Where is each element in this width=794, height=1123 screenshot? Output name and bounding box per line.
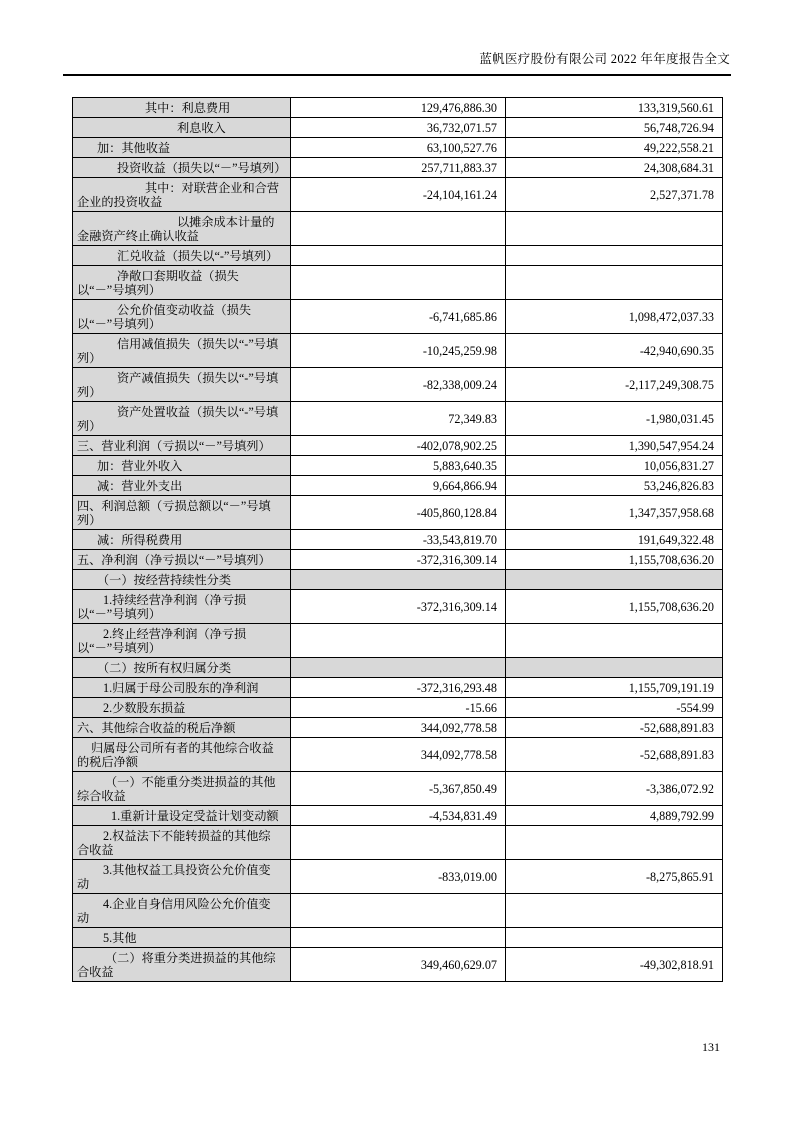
row-value-2: -2,117,249,308.75 xyxy=(506,368,723,402)
row-value-1: 257,711,883.37 xyxy=(291,158,506,178)
row-label: （一）不能重分类进损益的其他综合收益 xyxy=(73,772,291,806)
row-value-2: -8,275,865.91 xyxy=(506,860,723,894)
row-value-1: 63,100,527.76 xyxy=(291,138,506,158)
row-label: 汇兑收益（损失以“-”号填列） xyxy=(73,246,291,266)
table-row xyxy=(73,118,723,138)
table-row xyxy=(73,476,723,496)
row-value-1 xyxy=(291,624,506,658)
row-label: 三、营业利润（亏损以“－”号填列） xyxy=(73,436,291,456)
row-label: 信用减值损失（损失以“-”号填列） xyxy=(73,334,291,368)
row-value-1 xyxy=(291,212,506,246)
row-label: 其中：对联营企业和合营企业的投资收益 xyxy=(73,178,291,212)
row-value-2: 1,155,708,636.20 xyxy=(506,550,723,570)
table-row xyxy=(73,678,723,698)
row-label: 公允价值变动收益（损失以“－”号填列） xyxy=(73,300,291,334)
row-value-2 xyxy=(506,266,723,300)
row-value-1: -372,316,309.14 xyxy=(291,590,506,624)
row-label: 减：所得税费用 xyxy=(73,530,291,550)
row-value-1: 344,092,778.58 xyxy=(291,718,506,738)
table-row xyxy=(73,550,723,570)
row-label: （二）将重分类进损益的其他综合收益 xyxy=(73,948,291,982)
table-row xyxy=(73,772,723,806)
row-value-2: 24,308,684.31 xyxy=(506,158,723,178)
table-row xyxy=(73,860,723,894)
row-value-1 xyxy=(291,928,506,948)
row-label: 2.少数股东损益 xyxy=(73,698,291,718)
row-label: 加：其他收益 xyxy=(73,138,291,158)
income-statement-table xyxy=(72,97,723,982)
row-value-1: -372,316,309.14 xyxy=(291,550,506,570)
row-value-2: 53,246,826.83 xyxy=(506,476,723,496)
page-number: 131 xyxy=(702,1040,720,1054)
table-row xyxy=(73,718,723,738)
row-value-1 xyxy=(291,570,506,590)
row-value-1: -5,367,850.49 xyxy=(291,772,506,806)
table-row xyxy=(73,928,723,948)
row-value-2 xyxy=(506,658,723,678)
row-label: 资产减值损失（损失以“-”号填列） xyxy=(73,368,291,402)
row-value-1 xyxy=(291,266,506,300)
income-statement-table-body xyxy=(73,98,723,982)
row-value-1: 72,349.83 xyxy=(291,402,506,436)
table-row xyxy=(73,658,723,678)
row-value-1: 344,092,778.58 xyxy=(291,738,506,772)
row-value-2: -3,386,072.92 xyxy=(506,772,723,806)
row-label: 2.权益法下不能转损益的其他综合收益 xyxy=(73,826,291,860)
row-label: （二）按所有权归属分类 xyxy=(73,658,291,678)
table-row xyxy=(73,436,723,456)
table-row xyxy=(73,496,723,530)
row-value-1: -33,543,819.70 xyxy=(291,530,506,550)
table-row xyxy=(73,246,723,266)
row-value-1 xyxy=(291,658,506,678)
row-value-2: 1,155,709,191.19 xyxy=(506,678,723,698)
row-label: 归属母公司所有者的其他综合收益的税后净额 xyxy=(73,738,291,772)
table-row xyxy=(73,806,723,826)
row-value-2: -1,980,031.45 xyxy=(506,402,723,436)
row-value-2: -52,688,891.83 xyxy=(506,738,723,772)
row-value-2 xyxy=(506,826,723,860)
row-value-1 xyxy=(291,246,506,266)
table-row xyxy=(73,624,723,658)
row-value-1 xyxy=(291,826,506,860)
row-label: 2.终止经营净利润（净亏损以“－”号填列） xyxy=(73,624,291,658)
row-value-2: 2,527,371.78 xyxy=(506,178,723,212)
row-value-2: -42,940,690.35 xyxy=(506,334,723,368)
row-value-2 xyxy=(506,212,723,246)
row-value-2: 56,748,726.94 xyxy=(506,118,723,138)
row-label: 五、净利润（净亏损以“－”号填列） xyxy=(73,550,291,570)
row-value-1: 9,664,866.94 xyxy=(291,476,506,496)
row-value-1: -24,104,161.24 xyxy=(291,178,506,212)
row-label: 投资收益（损失以“－”号填列） xyxy=(73,158,291,178)
row-value-2: 1,390,547,954.24 xyxy=(506,436,723,456)
row-value-1: -4,534,831.49 xyxy=(291,806,506,826)
row-value-2: 1,098,472,037.33 xyxy=(506,300,723,334)
table-row xyxy=(73,894,723,928)
row-label: 1.归属于母公司股东的净利润 xyxy=(73,678,291,698)
row-value-1: 349,460,629.07 xyxy=(291,948,506,982)
row-label: 1.重新计量设定受益计划变动额 xyxy=(73,806,291,826)
row-value-1: 5,883,640.35 xyxy=(291,456,506,476)
row-value-1: -82,338,009.24 xyxy=(291,368,506,402)
row-value-2: -49,302,818.91 xyxy=(506,948,723,982)
table-row xyxy=(73,334,723,368)
table-row xyxy=(73,98,723,118)
row-value-1: -10,245,259.98 xyxy=(291,334,506,368)
table-row xyxy=(73,300,723,334)
row-value-1: -15.66 xyxy=(291,698,506,718)
table-row xyxy=(73,456,723,476)
row-value-1: -833,019.00 xyxy=(291,860,506,894)
row-value-2 xyxy=(506,624,723,658)
row-label: 四、利润总额（亏损总额以“－”号填列） xyxy=(73,496,291,530)
row-value-2: 191,649,322.48 xyxy=(506,530,723,550)
table-row xyxy=(73,402,723,436)
row-value-1: -6,741,685.86 xyxy=(291,300,506,334)
row-value-2 xyxy=(506,570,723,590)
row-value-2 xyxy=(506,894,723,928)
row-value-2 xyxy=(506,928,723,948)
row-label: 其中：利息费用 xyxy=(73,98,291,118)
row-value-1 xyxy=(291,894,506,928)
row-value-1: -372,316,293.48 xyxy=(291,678,506,698)
row-label: 减：营业外支出 xyxy=(73,476,291,496)
row-value-1: 129,476,886.30 xyxy=(291,98,506,118)
row-label: 以摊余成本计量的金融资产终止确认收益 xyxy=(73,212,291,246)
row-value-2: 133,319,560.61 xyxy=(506,98,723,118)
table-row xyxy=(73,590,723,624)
table-row xyxy=(73,158,723,178)
row-value-2 xyxy=(506,246,723,266)
row-value-2: 4,889,792.99 xyxy=(506,806,723,826)
row-value-2: -52,688,891.83 xyxy=(506,718,723,738)
header-divider xyxy=(63,74,731,76)
row-label: 1.持续经营净利润（净亏损以“－”号填列） xyxy=(73,590,291,624)
table-row xyxy=(73,738,723,772)
table-row xyxy=(73,570,723,590)
table-row xyxy=(73,368,723,402)
row-label: 3.其他权益工具投资公允价值变动 xyxy=(73,860,291,894)
table-row xyxy=(73,698,723,718)
row-label: 4.企业自身信用风险公允价值变动 xyxy=(73,894,291,928)
row-label: 5.其他 xyxy=(73,928,291,948)
row-value-2: 49,222,558.21 xyxy=(506,138,723,158)
row-value-1: 36,732,071.57 xyxy=(291,118,506,138)
row-label: 资产处置收益（损失以“-”号填列） xyxy=(73,402,291,436)
table-row xyxy=(73,530,723,550)
row-value-2: 1,347,357,958.68 xyxy=(506,496,723,530)
row-label: 净敞口套期收益（损失以“－”号填列） xyxy=(73,266,291,300)
row-label: （一）按经营持续性分类 xyxy=(73,570,291,590)
row-value-1: -405,860,128.84 xyxy=(291,496,506,530)
row-label: 加：营业外收入 xyxy=(73,456,291,476)
row-value-1: -402,078,902.25 xyxy=(291,436,506,456)
row-value-2: 10,056,831.27 xyxy=(506,456,723,476)
table-row xyxy=(73,826,723,860)
row-value-2: 1,155,708,636.20 xyxy=(506,590,723,624)
table-row xyxy=(73,266,723,300)
table-row xyxy=(73,948,723,982)
report-header-title: 蓝帆医疗股份有限公司 2022 年年度报告全文 xyxy=(479,52,730,66)
row-label: 六、其他综合收益的税后净额 xyxy=(73,718,291,738)
table-row xyxy=(73,138,723,158)
row-value-2: -554.99 xyxy=(506,698,723,718)
table-row xyxy=(73,178,723,212)
row-label: 利息收入 xyxy=(73,118,291,138)
table-row xyxy=(73,212,723,246)
